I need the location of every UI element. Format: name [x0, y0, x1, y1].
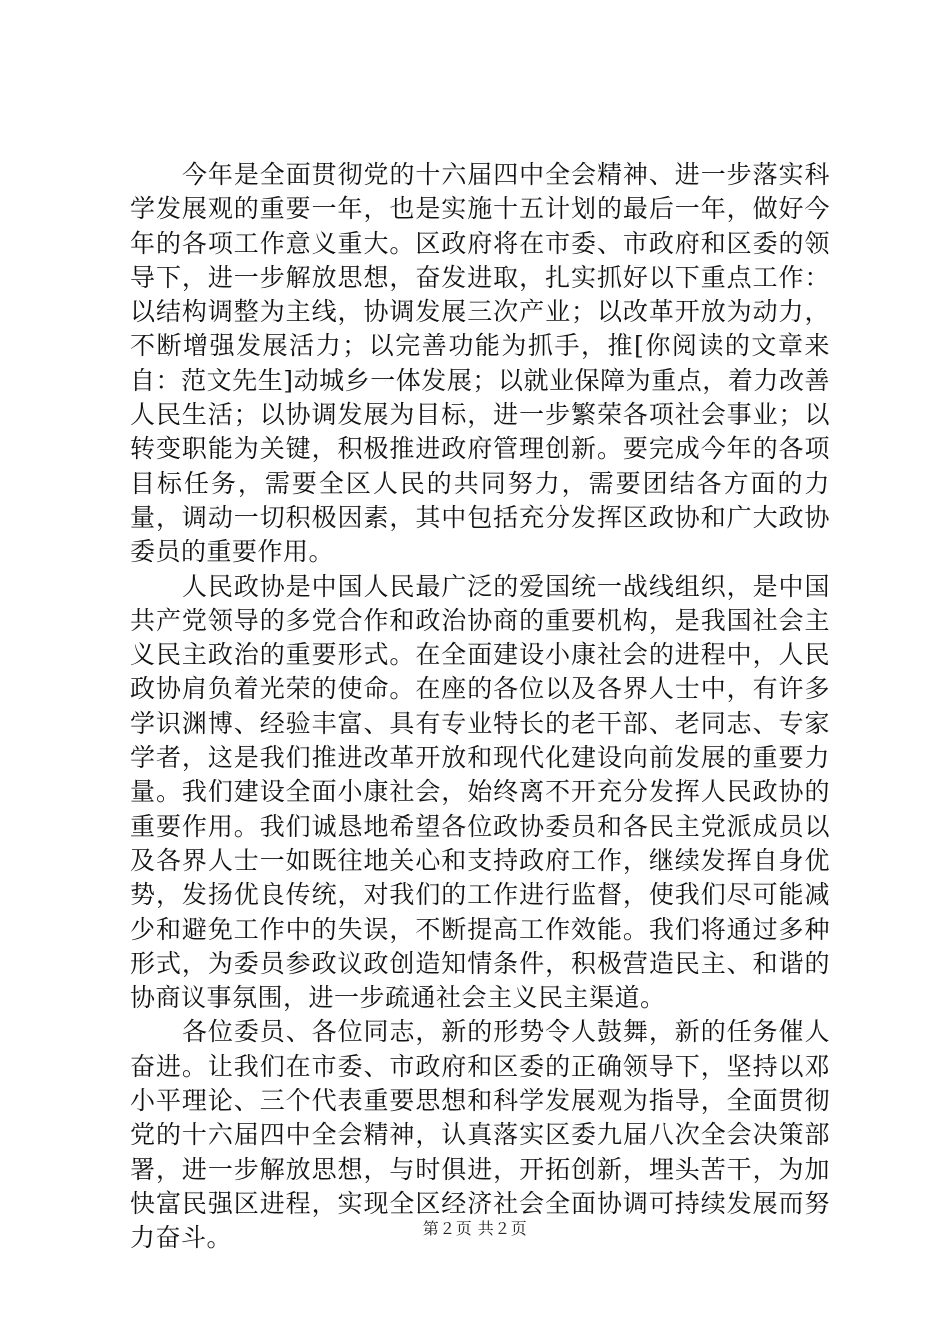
paragraph-1: 今年是全面贯彻党的十六届四中全会精神、进一步落实科学发展观的重要一年，也是实施十五计划的最后一年，做好今年的各项工作意义重大。区政府将在市委、市政府和区委的领导下，进一步解放思想，奋发进取，扎实抓好以下重点工作：以结构调整为主线，协调发展三次产业；以改革开放为动力，不断增强发展活力；以完善功能为抓手，推[你阅读的文章来自：范文先生]动城乡一体发展；以就业保障为重点，着力改善人民生活；以协调发展为目标，进一步繁荣各项社会事业；以转变职能为关键，积极推进政府管理创新。要完成今年的各项目标任务，需要全区人民的共同努力，需要团结各方面的力量，调动一切积极因素，其中包括充分发挥区政协和广大政协委员的重要作用。 — [130, 160, 830, 567]
document-body — [130, 158, 830, 1256]
paragraph-2: 人民政协是中国人民最广泛的爱国统一战线组织，是中国共产党领导的多党合作和政治协商的重要机构，是我国社会主义民主政治的重要形式。在全面建设小康社会的进程中，人民政协肩负着光荣的使命。在座的各位以及各界人士中，有许多学识渊博、经验丰富、具有专业特长的老干部、老同志、专家学者，这是我们推进改革开放和现代化建设向前发展的重要力量。我们建设全面小康社会，始终离不开充分发挥人民政协的重要作用。我们诚恳地希望各位政协委员和各民主党派成员以及各界人士一如既往地关心和支持政府工作，继续发挥自身优势，发扬优良传统，对我们的工作进行监督，使我们尽可能减少和避免工作中的失误，不断提高工作效能。我们将通过多种形式，为委员参政议政创造知情条件，积极营造民主、和谐的协商议事氛围，进一步疏通社会主义民主渠道。 — [130, 571, 830, 1013]
paragraph-3: 各位委员、各位同志，新的形势令人鼓舞，新的任务催人奋进。让我们在市委、市政府和区委的正确领导下，坚持以邓小平理论、三个代表重要思想和科学发展观为指导，全面贯彻党的十六届四中全会精神，认真落实区委九届八次全会决策部署，进一步解放思想，与时俱进，开拓创新，埋头苦干，为加快富民强区进程，实现全区经济社会全面协调可持续发展而努力奋斗。 — [130, 1017, 830, 1253]
page-number-footer: 第２页 共２页 — [422, 1219, 528, 1238]
